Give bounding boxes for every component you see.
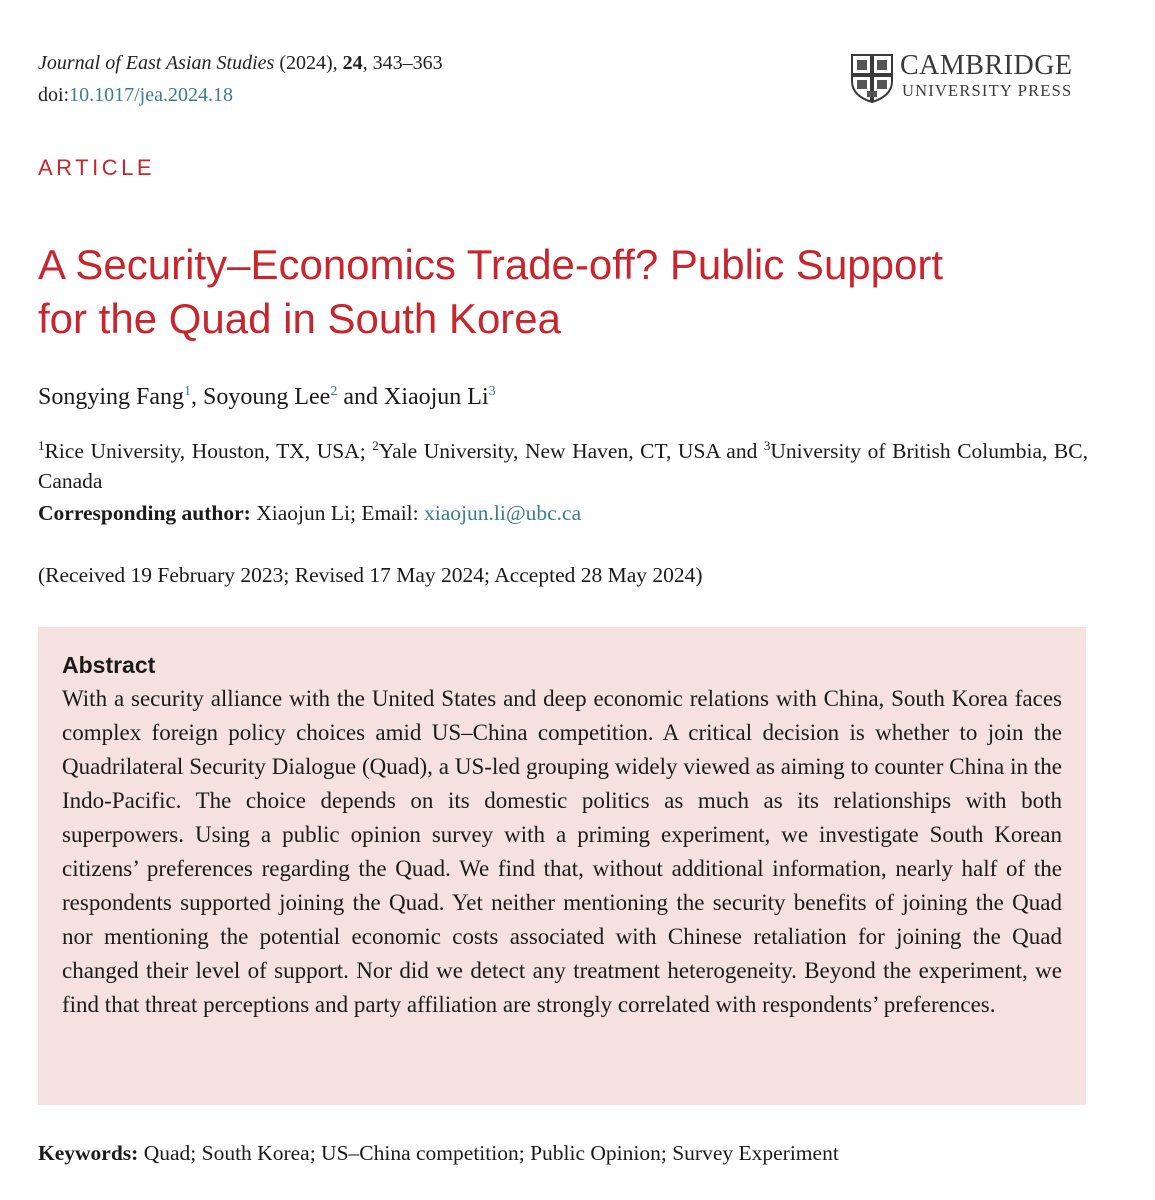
affiliation-text: Yale University, New Haven, CT, USA and (378, 439, 764, 463)
affiliation-text: University of British Columbia, BC, Canada (38, 439, 1088, 493)
keywords (38, 1138, 839, 1168)
journal-pages: , 343–363 (362, 52, 443, 74)
author-separator: and (337, 384, 384, 410)
abstract-heading: Abstract (62, 652, 156, 678)
author-name: Xiaojun Li (383, 384, 489, 410)
affiliation-marker: 2 (372, 437, 379, 453)
submission-dates: (Received 19 February 2023; Revised 17 May 2024; Accepted 28 May 2024) (38, 563, 703, 587)
author-affiliation-marker[interactable]: 1 (184, 384, 192, 399)
corresponding-author (38, 498, 581, 528)
author-affiliation-marker[interactable]: 2 (330, 384, 338, 399)
journal-year: (2024), (279, 52, 338, 74)
journal-name: Journal of East Asian Studies (38, 52, 275, 74)
doi-link[interactable]: 10.1017/jea.2024.18 (69, 84, 233, 106)
section-label: ARTICLE (38, 155, 156, 180)
publisher-logo (850, 50, 1090, 105)
affiliation-text: Rice University, Houston, TX, USA; (44, 439, 373, 463)
doi-line (38, 82, 233, 108)
abstract-text: With a security alliance with the United States and deep economic relations with China, South Korea faces complex foreign policy choices amid US–China competition. A critical decision is whether to join the Quadrilateral Security Dialogue (Quad), a US-led grouping widely viewed as aiming to counter China in the Indo-Pacific. The choice depends on its domestic politics as much as its relationships with both superpowers. Using a public opinion survey with a priming experiment, we investigate South Korean citizens’ preferences regarding the Quad. We find that, without additional information, nearly half of the respondents supported joining the Quad. Yet neither mentioning the security benefits of joining the Quad nor mentioning the potential economic costs associated with Chinese retaliation for joining the Quad changed their level of support. Nor did we detect any treatment heterogeneity. Beyond the experiment, we find that threat perceptions and party affiliation are strongly correlated with respondents’ preferences. (62, 686, 1062, 1017)
title-line-1: A Security–Economics Trade-off? Public Support (38, 241, 944, 288)
doi-label: doi: (38, 84, 70, 106)
keywords-label: Keywords: (38, 1141, 139, 1165)
cambridge-shield-icon (850, 53, 894, 103)
journal-volume: 24 (342, 52, 363, 74)
author-affiliation-marker[interactable]: 3 (488, 384, 496, 399)
author-list (38, 382, 496, 412)
affiliation-marker: 1 (38, 437, 45, 453)
journal-citation (38, 50, 443, 76)
author-name: Songying Fang (38, 384, 185, 410)
author-name: Soyoung Lee (203, 384, 331, 410)
author-separator: , (191, 384, 204, 410)
corresponding-email-link[interactable]: xiaojun.li@ubc.ca (424, 501, 582, 525)
title-line-2: for the Quad in South Korea (38, 295, 562, 342)
article-title (38, 238, 1098, 346)
corresponding-text: Xiaojun Li; Email: (250, 501, 425, 525)
affiliations (38, 436, 1088, 496)
publisher-name: CAMBRIDGE (900, 50, 1073, 81)
affiliation-marker: 3 (763, 437, 771, 453)
publisher-subname: UNIVERSITY PRESS (902, 81, 1073, 100)
keywords-text: Quad; South Korea; US–China competition; Public Opinion; Survey Experiment (138, 1141, 839, 1165)
corresponding-label: Corresponding author: (38, 501, 251, 525)
abstract-box (38, 627, 1086, 1105)
